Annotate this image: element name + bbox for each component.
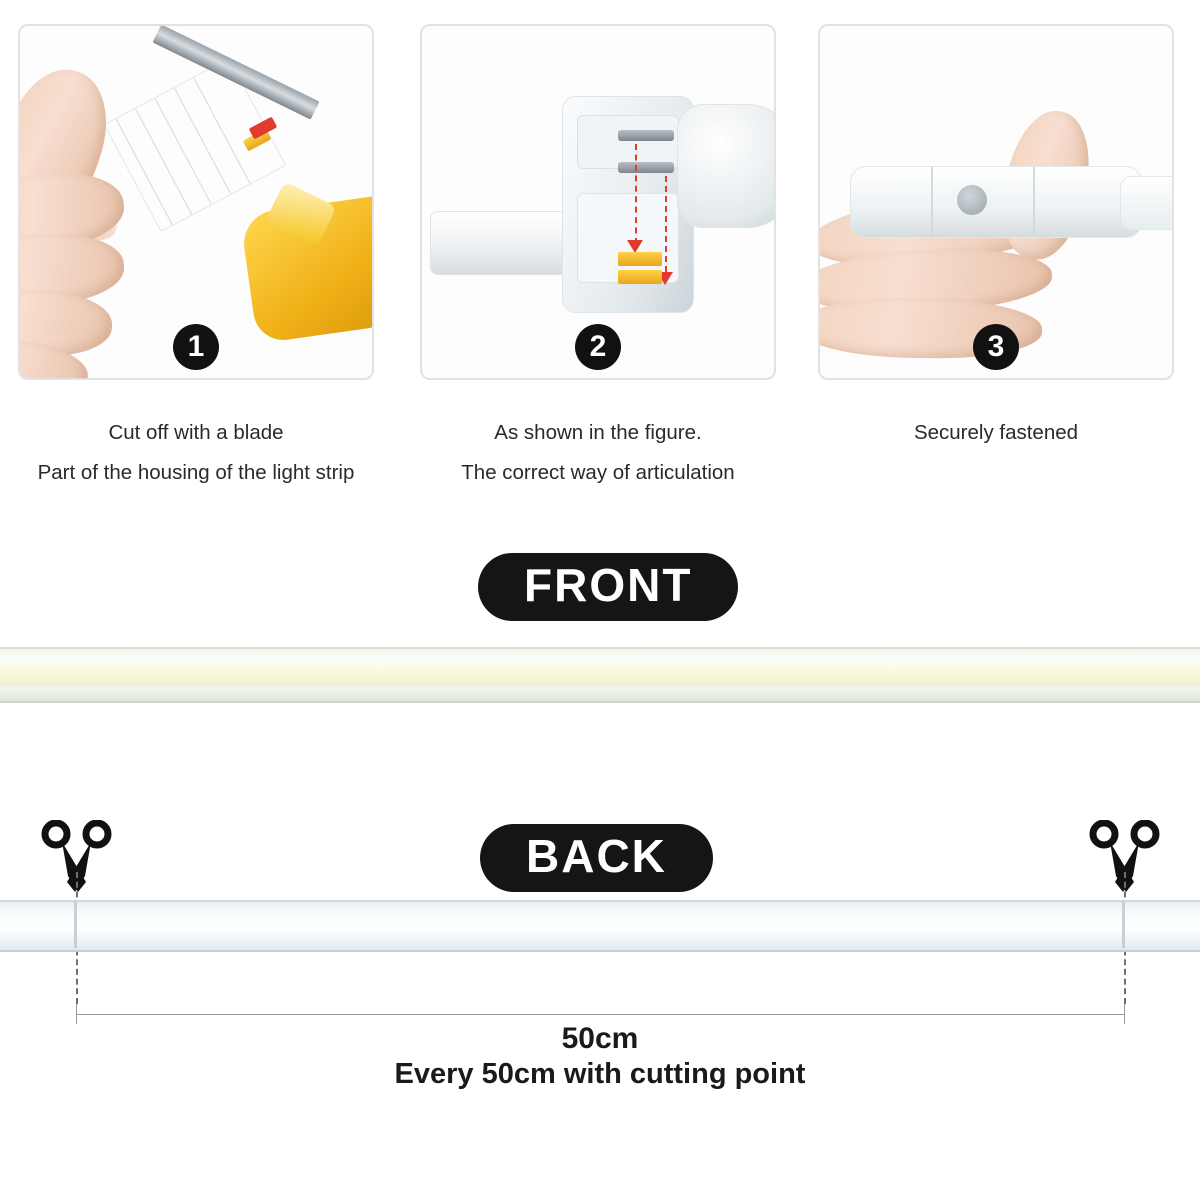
- step-1-caption-line1: Cut off with a blade: [108, 421, 284, 444]
- connector-pin: [618, 130, 674, 141]
- front-label: FRONT: [478, 553, 738, 621]
- cut-point-marker-right: [1122, 900, 1125, 948]
- cut-point-marker-left: [74, 900, 77, 948]
- step-number-badge: 3: [973, 324, 1019, 370]
- step-3-caption-line1: Securely fastened: [913, 421, 1079, 444]
- led-strip-front-core: [0, 664, 1200, 686]
- led-strip-front-view: [0, 647, 1200, 703]
- step-1-photo: [18, 24, 374, 380]
- gold-contact: [618, 252, 662, 266]
- connector-tail: [1120, 176, 1174, 230]
- measurement-tick-left: [76, 1004, 77, 1024]
- alignment-guide: [665, 176, 667, 272]
- step-1-caption-line2: Part of the housing of the light strip: [37, 461, 355, 484]
- measurement-note: Every 50cm with cutting point: [394, 1058, 806, 1090]
- step-panel-1: [18, 24, 374, 484]
- step-3-photo: [818, 24, 1174, 380]
- step-2-caption-line1: As shown in the figure.: [494, 421, 702, 444]
- measurement-line: [76, 1014, 1124, 1015]
- measurement-value: 50cm: [561, 1022, 639, 1055]
- assembled-connector: [850, 166, 1142, 238]
- connector-pin: [618, 162, 674, 173]
- gold-contact: [618, 270, 662, 284]
- alignment-guide: [635, 144, 637, 244]
- step-number-badge: 2: [575, 324, 621, 370]
- led-strip-back-view: [0, 900, 1200, 952]
- back-label: BACK: [480, 824, 713, 892]
- steps-row: [0, 0, 1200, 484]
- step-2-caption-line2: The correct way of articulation: [461, 461, 735, 484]
- step-2-photo: [420, 24, 776, 380]
- connector-plug: [677, 104, 776, 228]
- connector-hole: [957, 185, 987, 215]
- measurement-tick-right: [1124, 1004, 1125, 1024]
- step-panel-2: [420, 24, 776, 484]
- step-panel-3: [818, 24, 1174, 444]
- step-number-badge: 1: [173, 324, 219, 370]
